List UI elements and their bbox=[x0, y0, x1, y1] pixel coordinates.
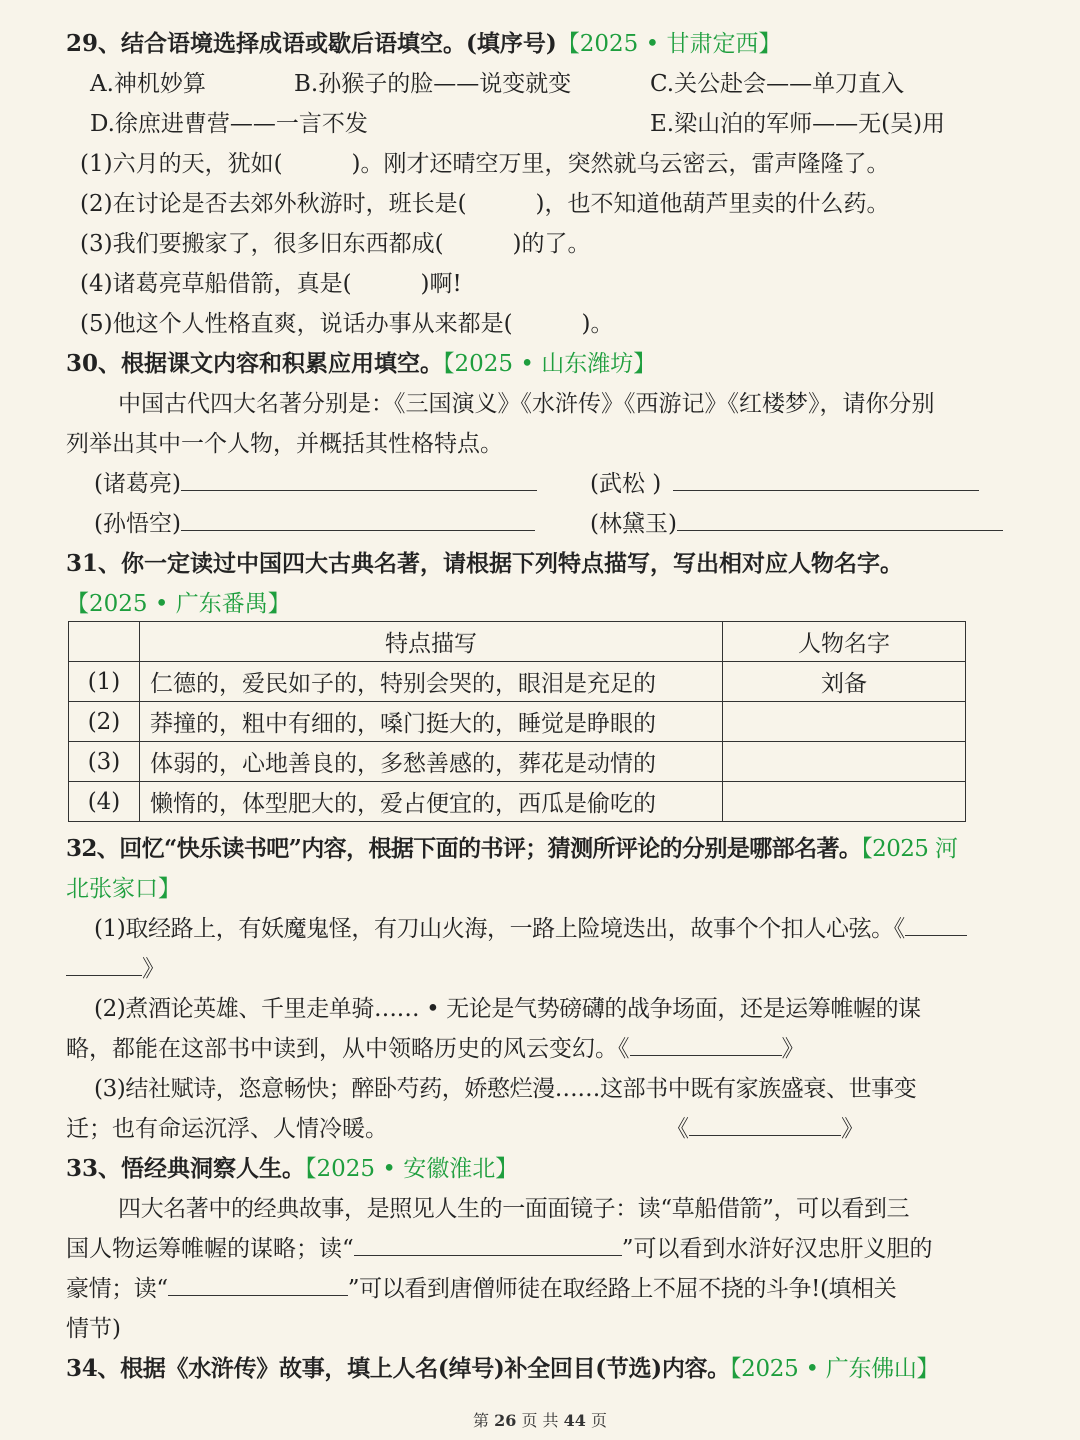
q29-title-text: 29、结合语境选择成语或歇后语填空。(填序号) bbox=[66, 30, 557, 57]
q33-line-3a: 豪情；读“ bbox=[66, 1276, 168, 1302]
footer-suffix: 页 bbox=[591, 1411, 608, 1430]
row-name-cell[interactable] bbox=[723, 782, 966, 822]
q33-line-3 bbox=[66, 1269, 896, 1309]
row-number: (3) bbox=[69, 742, 140, 782]
q30-blank-wusong[interactable] bbox=[673, 464, 979, 491]
q30-blank-lindaiyu[interactable] bbox=[677, 504, 1003, 531]
q30-label-wusong: (武松 ) bbox=[590, 471, 662, 497]
q31-title: 31、你一定读过中国四大古典名著，请根据下列特点描写，写出相对应人物名字。 bbox=[66, 550, 904, 577]
row-description: 懒惰的，体型肥大的，爱占便宜的，西瓜是偷吃的 bbox=[140, 782, 723, 822]
q29-option-e: E.梁山泊的军师——无(吴)用 bbox=[650, 111, 946, 137]
q30-paragraph-line1: 中国古代四大名著分别是：《三国演义》《水浒传》《西游记》《红楼梦》，请你分别 bbox=[118, 391, 935, 417]
q32-item-1 bbox=[94, 909, 967, 949]
row-number: (4) bbox=[69, 782, 140, 822]
table-row bbox=[69, 702, 966, 742]
q29-option-c: C.关公赴会——单刀直入 bbox=[650, 71, 905, 97]
row-description: 仁德的，爱民如子的，特别会哭的，眼泪是充足的 bbox=[140, 662, 723, 702]
character-table bbox=[68, 621, 966, 822]
q29-option-d: D.徐庶进曹营——一言不发 bbox=[90, 111, 368, 137]
q32-source-tag: 【2025 河 bbox=[861, 836, 958, 862]
q32-blank-2[interactable] bbox=[630, 1029, 782, 1056]
q32-blank-1b[interactable] bbox=[66, 949, 142, 976]
q32-blank-1a[interactable] bbox=[905, 909, 967, 936]
q30-paragraph-line2: 列举出其中一个人物，并概括其性格特点。 bbox=[66, 431, 503, 457]
q34-source-tag: 【2025 • 广东佛山】 bbox=[729, 1356, 940, 1382]
q30-answer-sunwukong bbox=[94, 504, 535, 544]
q30-label-zhugeliang: (诸葛亮) bbox=[94, 471, 181, 497]
q32-open-3: 《 bbox=[666, 1116, 689, 1142]
q29-title bbox=[66, 24, 782, 64]
row-number: (1) bbox=[69, 662, 140, 702]
q29-item-2: (2)在讨论是否去郊外秋游时，班长是( )，也不知道他葫芦里卖的什么药。 bbox=[80, 191, 890, 217]
q33-line-2b: ”可以看到水浒好汉忠肝义胆的 bbox=[621, 1236, 933, 1262]
q33-title bbox=[66, 1149, 518, 1189]
footer-prefix: 第 bbox=[472, 1411, 489, 1430]
row-description: 莽撞的，粗中有细的，嗓门挺大的，睡觉是睁眼的 bbox=[140, 702, 723, 742]
total-pages: 44 bbox=[563, 1411, 586, 1430]
q32-item-1-cont bbox=[66, 949, 165, 989]
row-name-cell[interactable] bbox=[723, 742, 966, 782]
q33-blank-1[interactable] bbox=[354, 1229, 622, 1256]
q29-item-1: (1)六月的天，犹如( )。刚才还晴空万里，突然就乌云密云，雷声隆隆了。 bbox=[80, 151, 890, 177]
q32-close-1: 》 bbox=[142, 956, 165, 982]
q33-title-text: 33、悟经典洞察人生。 bbox=[66, 1155, 306, 1182]
q32-item-2-text: 略，都能在这部书中读到，从中领略历史的风云变幻。《 bbox=[66, 1036, 630, 1062]
q29-item-4: (4)诸葛亮草船借箭，真是( )啊! bbox=[80, 271, 462, 297]
table-header-name: 人物名字 bbox=[723, 622, 966, 662]
q29-item-5: (5)他这个人性格直爽，说话办事从来都是( )。 bbox=[80, 311, 614, 337]
q29-source-tag: 【2025 • 甘肃定西】 bbox=[556, 31, 782, 57]
q33-line-2a: 国人物运筹帷幄的谋略；读“ bbox=[66, 1236, 354, 1262]
q33-line-3b: ”可以看到唐僧师徒在取经路上不屈不挠的斗争!(填相关 bbox=[347, 1276, 897, 1302]
q34-title bbox=[66, 1349, 939, 1389]
q30-answer-wusong bbox=[590, 464, 979, 504]
table-header-row bbox=[69, 622, 966, 662]
q30-label-sunwukong: (孙悟空) bbox=[94, 511, 181, 537]
row-number: (2) bbox=[69, 702, 140, 742]
q30-source-tag: 【2025 • 山东潍坊】 bbox=[443, 351, 657, 377]
q32-item-1-text: (1)取经路上，有妖魔鬼怪，有刀山火海，一路上险境迭出，故事个个扣人心弦。《 bbox=[94, 916, 905, 942]
q33-blank-2[interactable] bbox=[168, 1269, 348, 1296]
page-number: 26 bbox=[494, 1411, 517, 1430]
q32-item-3-cont: 迁；也有命运沉浮、人情冷暖。 bbox=[66, 1116, 388, 1142]
q29-item-3: (3)我们要搬家了，很多旧东西都成( )的了。 bbox=[80, 231, 591, 257]
q32-close-3: 》 bbox=[841, 1116, 864, 1142]
table-row bbox=[69, 662, 966, 702]
table-header-description: 特点描写 bbox=[140, 622, 723, 662]
q32-item-2: (2)煮酒论英雄、千里走单骑…… • 无论是气势磅礴的战争场面，还是运筹帷幄的谋 bbox=[94, 996, 921, 1022]
q30-title-text: 30、根据课文内容和积累应用填空。 bbox=[66, 350, 444, 377]
q33-line-4: 情节) bbox=[66, 1316, 121, 1342]
q32-item-2-cont bbox=[66, 1029, 805, 1069]
q30-blank-sunwukong[interactable] bbox=[181, 504, 535, 531]
q34-title-text: 34、根据《水浒传》故事，填上人名(绰号)补全回目(节选)内容。 bbox=[66, 1355, 730, 1382]
q33-line-1: 四大名著中的经典故事，是照见人生的一面面镜子：读“草船借箭”，可以看到三 bbox=[118, 1196, 910, 1222]
q32-blank-3[interactable] bbox=[689, 1109, 841, 1136]
q30-label-lindaiyu: (林黛玉) bbox=[590, 511, 677, 537]
q29-option-a: A.神机妙算 bbox=[90, 71, 206, 97]
q32-item-3-answer bbox=[666, 1109, 864, 1149]
table-row bbox=[69, 782, 966, 822]
q32-title-text: 32、回忆“快乐读书吧”内容，根据下面的书评；猜测所评论的分别是哪部名著。 bbox=[66, 835, 862, 862]
q32-item-3: (3)结社赋诗，恣意畅快；醉卧芍药，娇憨烂漫……这部书中既有家族盛衰、世事变 bbox=[94, 1076, 917, 1102]
q33-source-tag: 【2025 • 安徽淮北】 bbox=[305, 1156, 519, 1182]
q32-close-2: 》 bbox=[781, 1036, 805, 1062]
q30-answer-lindaiyu bbox=[590, 504, 1003, 544]
q31-source-tag: 【2025 • 广东番禺】 bbox=[66, 591, 291, 617]
q32-source-tag-cont: 北张家口】 bbox=[66, 876, 181, 902]
q30-answer-zhugeliang bbox=[94, 464, 537, 504]
q29-option-b: B.孙猴子的脸——说变就变 bbox=[294, 71, 572, 97]
q32-title bbox=[66, 829, 957, 869]
row-name-cell[interactable]: 刘备 bbox=[723, 662, 966, 702]
page-footer bbox=[0, 1408, 1080, 1431]
footer-mid: 页 共 bbox=[521, 1411, 559, 1430]
q30-blank-zhugeliang[interactable] bbox=[181, 464, 537, 491]
q30-title bbox=[66, 344, 656, 384]
row-name-cell[interactable] bbox=[723, 702, 966, 742]
row-description: 体弱的，心地善良的，多愁善感的，葬花是动情的 bbox=[140, 742, 723, 782]
table-row bbox=[69, 742, 966, 782]
table-header-empty bbox=[69, 622, 140, 662]
q33-line-2 bbox=[66, 1229, 933, 1269]
